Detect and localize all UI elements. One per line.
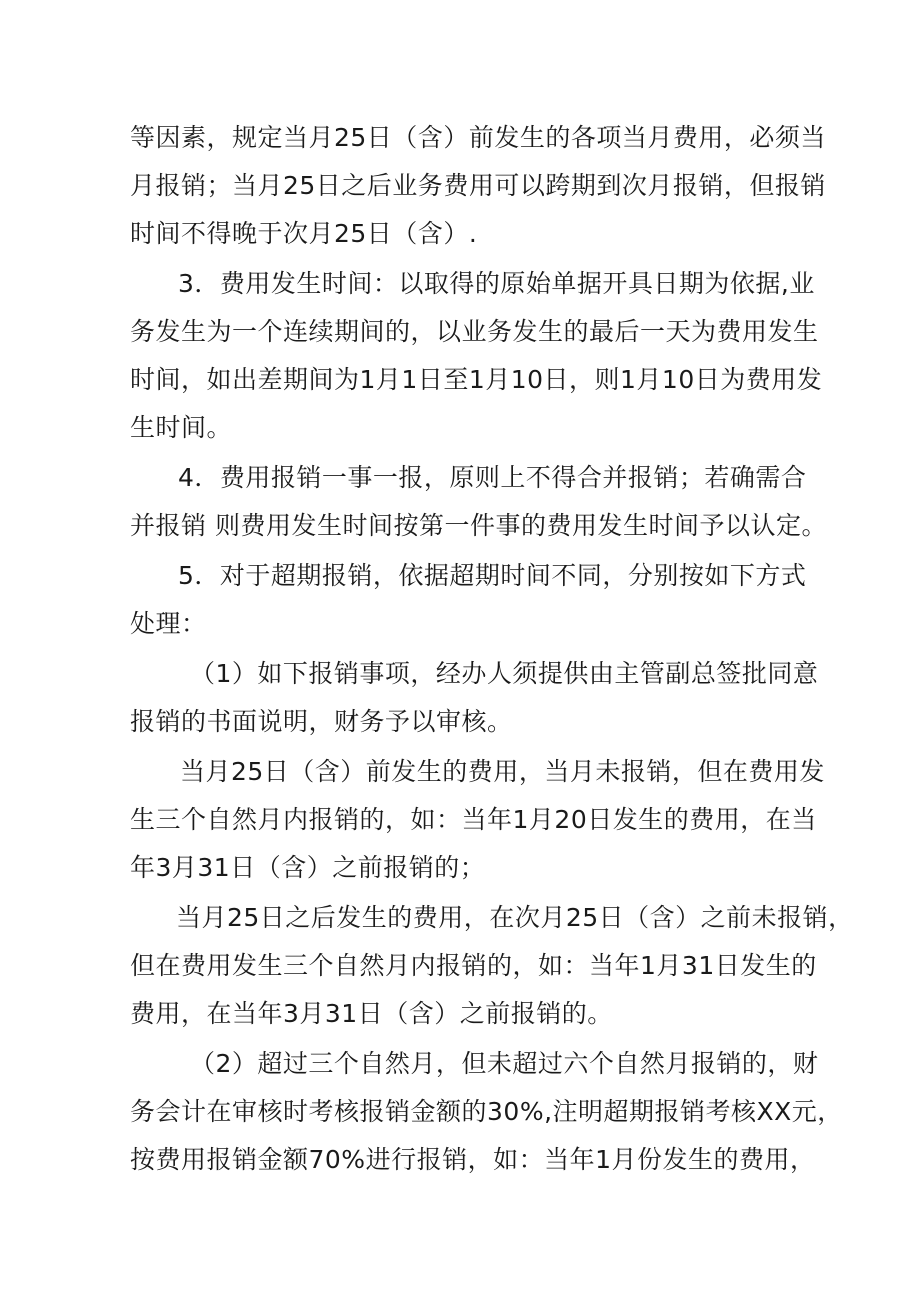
text-line: 3．费用发生时间：以取得的原始单据开具日期为依据,业	[178, 269, 815, 298]
text-line: 当月25日之后发生的费用，在次月25日（含）之前未报销，	[176, 903, 854, 932]
text-line: （1）如下报销事项，经办人须提供由主管副总签批同意	[190, 659, 819, 688]
text-line: 并报销 则费用发生时间按第一件事的费用发生时间予以认定。	[130, 511, 827, 540]
text-line: 5．对于超期报销，依据超期时间不同，分别按如下方式	[178, 561, 807, 590]
text-line: 生三个自然月内报销的，如：当年1月20日发生的费用，在当	[130, 805, 817, 834]
text-line: 时间不得晚于次月25日（含）.	[130, 219, 478, 248]
text-line: 当月25日（含）前发生的费用，当月未报销，但在费用发	[180, 757, 825, 786]
text-line: 年3月31日（含）之前报销的；	[130, 853, 486, 882]
text-line: 时间，如出差期间为1月1日至1月10日，则1月10日为费用发	[130, 365, 823, 394]
text-line: 务发生为一个连续期间的，以业务发生的最后一天为费用发生	[130, 317, 819, 346]
text-line: 处理：	[130, 609, 207, 638]
text-line: 报销的书面说明，财务予以审核。	[130, 707, 513, 736]
text-line: 但在费用发生三个自然月内报销的，如：当年1月31日发生的	[130, 951, 817, 980]
text-line: 等因素，规定当月25日（含）前发生的各项当月费用，必须当	[130, 123, 826, 152]
text-line: 按费用报销金额70%进行报销，如：当年1月份发生的费用，	[130, 1145, 816, 1174]
text-line: 4．费用报销一事一报，原则上不得合并报销；若确需合	[178, 463, 807, 492]
text-line: 生时间。	[130, 413, 233, 442]
text-line: （2）超过三个自然月，但未超过六个自然月报销的，财	[190, 1049, 819, 1078]
text-line: 月报销；当月25日之后业务费用可以跨期到次月报销，但报销	[130, 171, 826, 200]
text-line: 费用，在当年3月31日（含）之前报销的。	[130, 999, 613, 1028]
text-line: 务会计在审核时考核报销金额的30%,注明超期报销考核XX元，	[130, 1097, 843, 1126]
